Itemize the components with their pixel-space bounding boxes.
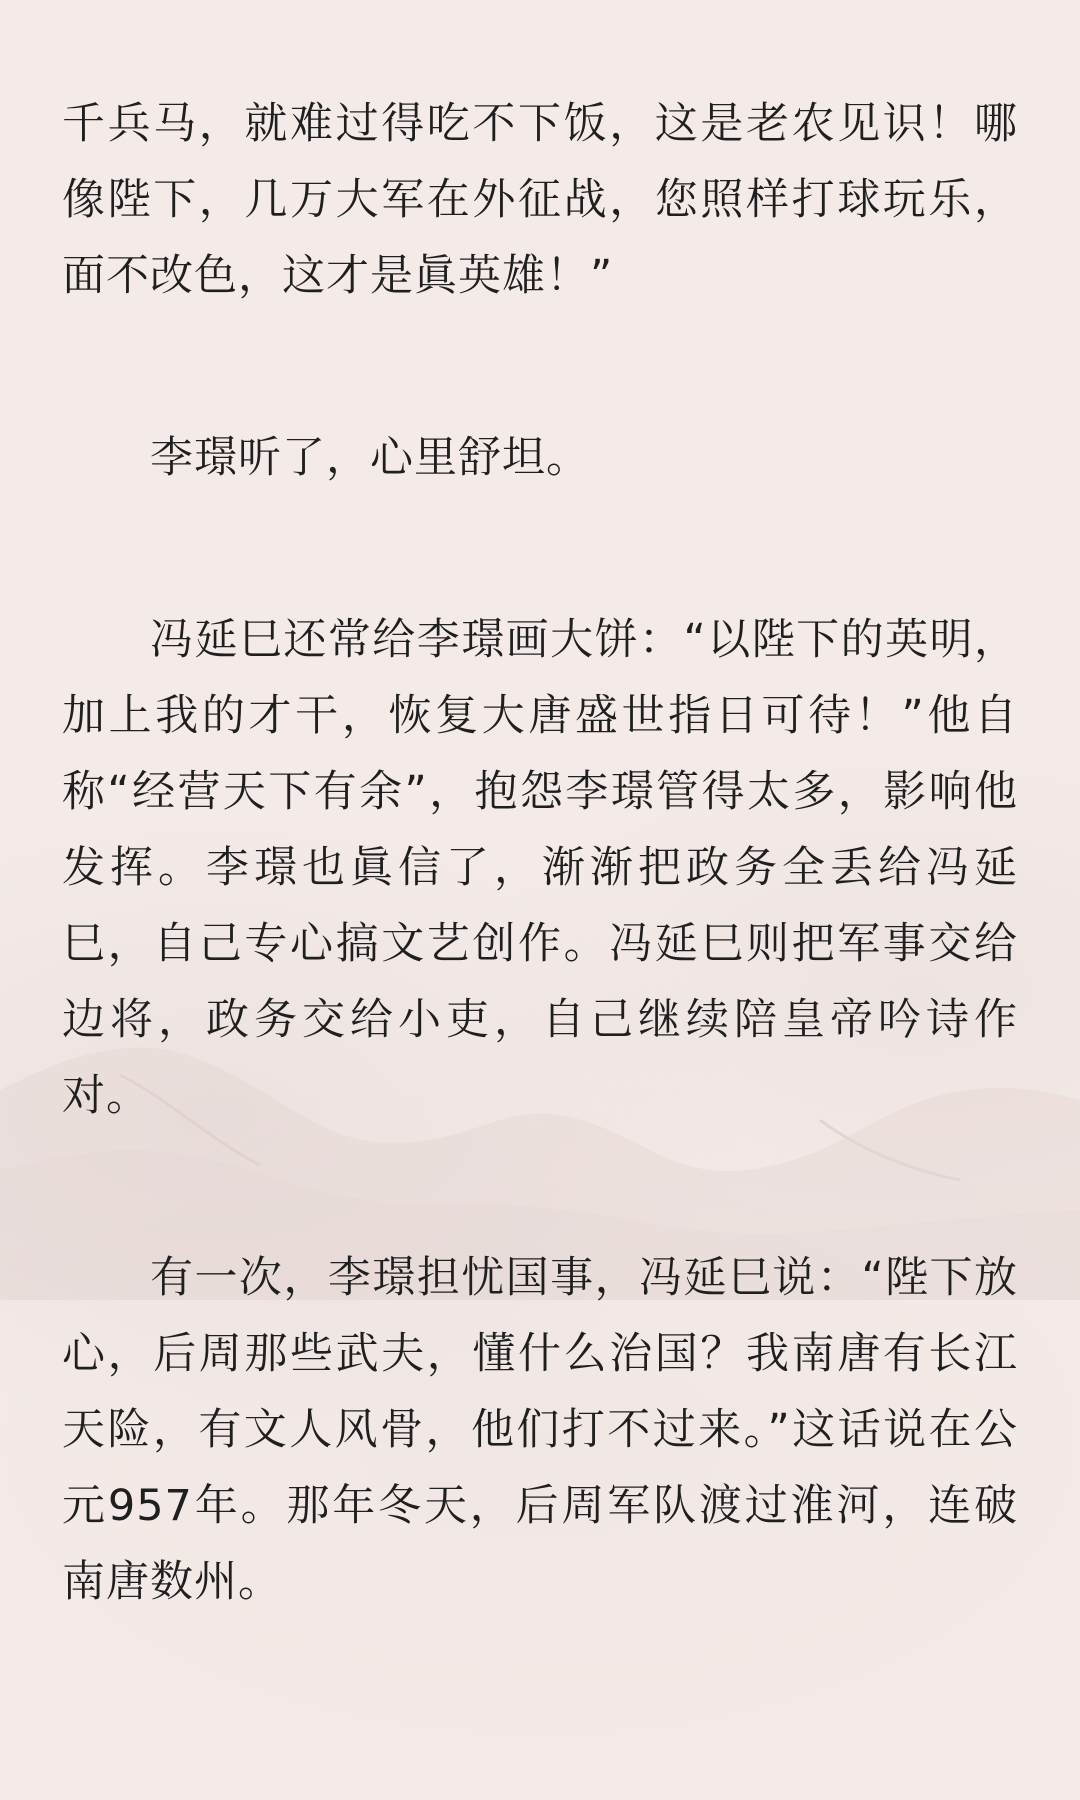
paragraph-gap xyxy=(62,1134,1018,1240)
article-body xyxy=(62,86,1018,1620)
paragraph-2: 李璟听了，心里舒坦。 xyxy=(150,433,590,483)
paragraph-gap xyxy=(62,314,1018,420)
paragraph-1: 千兵马，就难过得吃不下饭，这是老农见识！哪像陛下，几万大军在外征战，您照样打球玩乐，面不改色，这才是眞英雄！” xyxy=(62,99,1018,301)
paragraph-4: 有一次，李璟担忧国事，冯延巳说：“陛下放心，后周那些武夫，懂什么治国？我南唐有长江天险，有文人风骨，他们打不过来。”这话说在公元957年。那年冬天，后周军队渡过淮河，连破南唐数州。 xyxy=(62,1253,1018,1607)
paragraph-3: 冯延巳还常给李璟画大饼：“以陛下的英明，加上我的才干，恢复大唐盛世指日可待！”他自称“经营天下有余”，抱怨李璟管得太多，影响他发挥。李璟也眞信了，渐渐把政务全丢给冯延巳，自己专心搞文艺创作。冯延巳则把军事交给边将，政务交给小吏，自己继续陪皇帝吟诗作对。 xyxy=(62,615,1018,1121)
paragraph-gap xyxy=(62,496,1018,602)
